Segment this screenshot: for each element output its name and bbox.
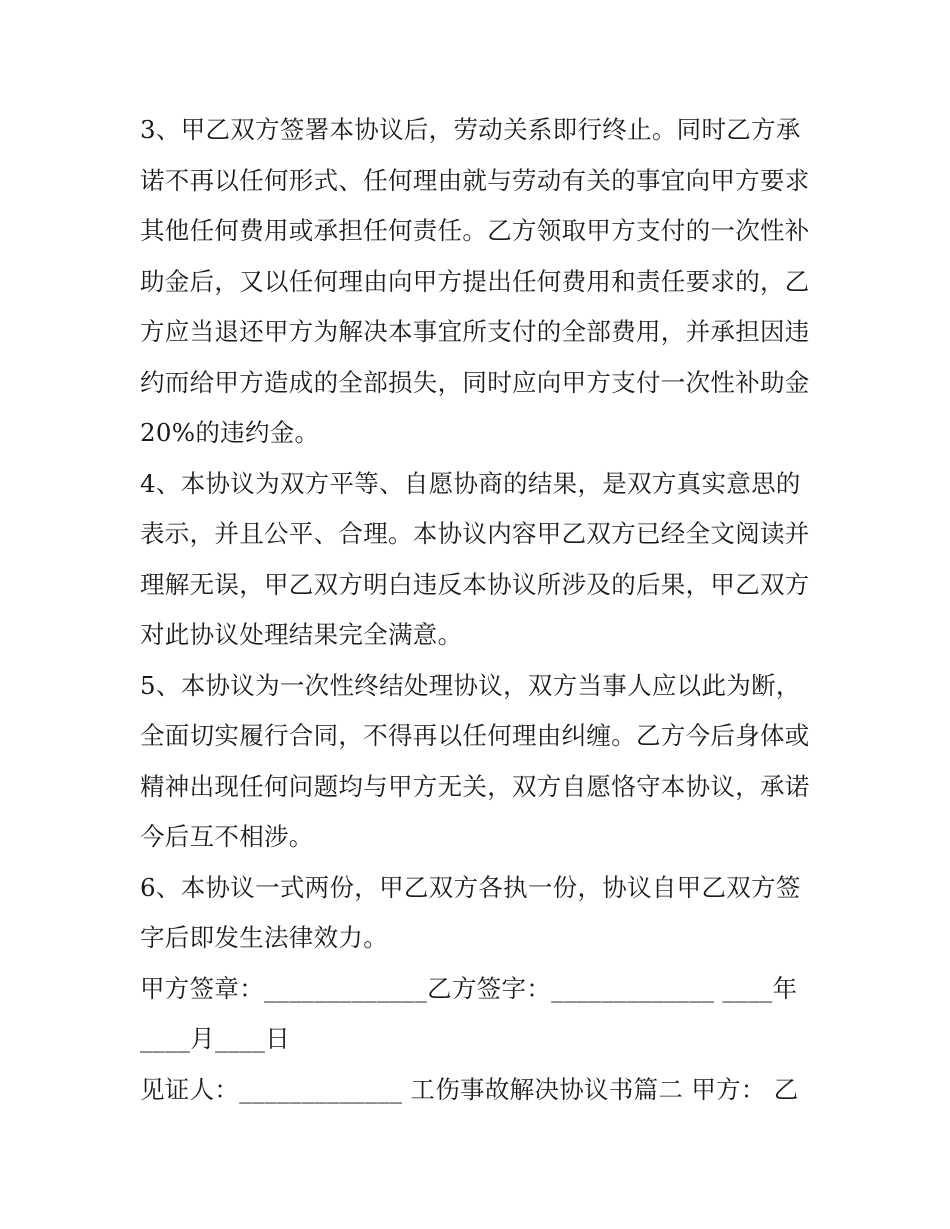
clause-6-line-1: 6、本协议一式两份，甲乙双方各执一份，协议自甲乙双方签 [140,872,801,902]
clause-3-line-7: 20%的违约金。 [140,418,320,447]
clause-3-line-1: 3、甲乙双方签署本协议后，劳动关系即行终止。同时乙方承 [140,115,801,144]
clause-3-line-5: 方应当退还甲方为解决本事宜所支付的全部费用，并承担因违 [140,317,810,346]
clause-4-line-3: 理解无误，甲乙双方明白违反本协议所涉及的后果，甲乙双方 [140,569,810,599]
document-body [140,105,820,1115]
clause-5-line-4: 今后互不相涉。 [140,822,314,851]
clause-5-line-1: 5、本协议为一次性终结处理协议，双方当事人应以此为断， [140,670,801,700]
clause-3-line-2: 诺不再以任何形式、任何理由就与劳动有关的事宜向甲方要求 [140,165,810,195]
clause-4-line-2: 表示，并且公平、合理。本协议内容甲乙双方已经全文阅读并 [140,519,810,548]
clause-5-line-2: 全面切实履行合同，不得再以任何理由纠缠。乙方今后身体或 [140,721,810,750]
clause-3-line-6: 约而给甲方造成的全部损失，同时应向甲方支付一次性补助金 [140,367,810,397]
clause-3-line-3: 其他任何费用或承担任何责任。乙方领取甲方支付的一次性补 [140,216,810,245]
signature-line: 甲方签章：_____________乙方签字：_____________ ____年 [140,973,798,1003]
clause-4-line-1: 4、本协议为双方平等、自愿协商的结果，是双方真实意思的 [140,468,801,498]
witness-line: 见证人：_____________ 工伤事故解决协议书篇二 甲方： 乙 [140,1074,799,1104]
clause-3-line-4: 助金后，又以任何理由向甲方提出任何费用和责任要求的，乙 [140,266,810,296]
clause-5-line-3: 精神出现任何问题均与甲方无关，双方自愿恪守本协议，承诺 [140,771,810,801]
clause-6-line-2: 字后即发生法律效力。 [140,923,388,952]
date-line: ____月____日 [140,1024,290,1053]
clause-4-line-4: 对此协议处理结果完全满意。 [140,620,463,649]
